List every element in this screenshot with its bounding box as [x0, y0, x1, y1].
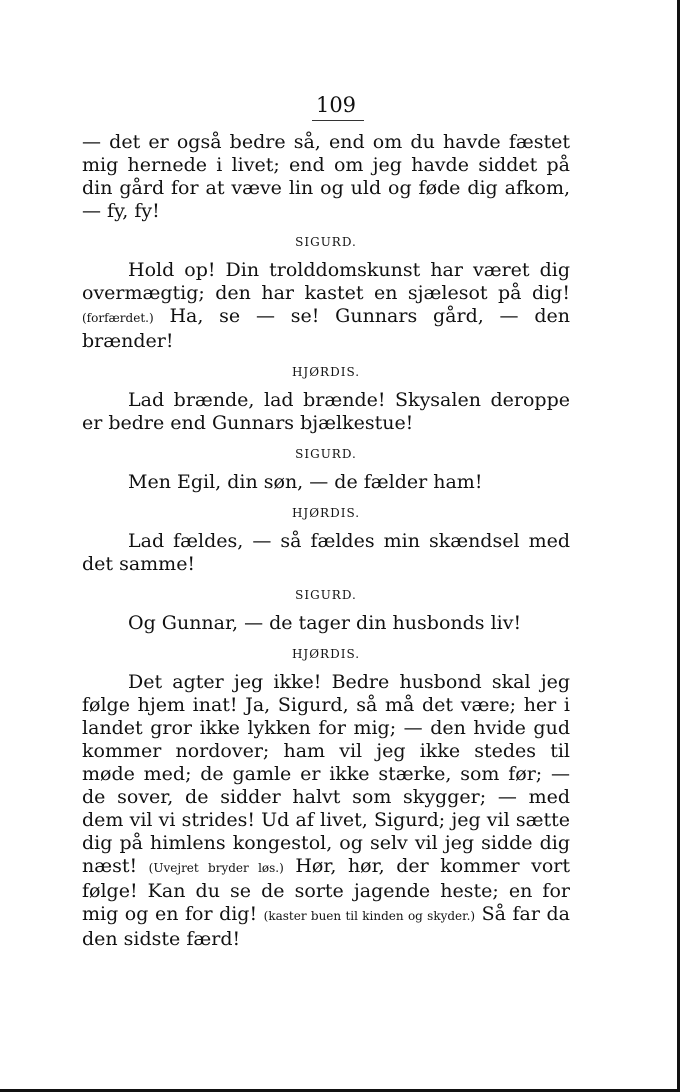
book-page: [82, 92, 570, 951]
speaker-name: HJØRDIS.: [291, 365, 361, 379]
dialogue-text: Det agter jeg ikke! Bedre husbond skal jeg følge hjem inat! Ja, Sigurd, så må det være; her i landet gror ikke lykken for mig; — den hvide gud kommer nordover; ham vil jeg ikke stedes til møde med; de gamle er ikke stærke, som før; — de sover, de sidder halvt som skygger; — med dem vil vi strides! Ud af livet, Sigurd; jeg vil sætte dig på himlens kongestol, og selv vil jeg sidde dig næst!: [82, 671, 570, 877]
dialogue-text: Hold op! Din trolddomskunst har været dig overmægtig; den har kastet en sjælesot på dig!: [82, 259, 570, 304]
dialogue-text: Men Egil, din søn, — de fælder ham!: [128, 471, 483, 493]
dialogue-paragraph: [82, 471, 570, 494]
dialogue-text: Ha, se — se! Gunnars gård, — den brænder!: [82, 305, 570, 352]
dialogue-paragraph: [82, 131, 570, 223]
dialogue-paragraph: [82, 671, 570, 951]
speaker-name: HJØRDIS.: [291, 506, 361, 520]
speaker-name: SIGURD.: [295, 235, 357, 249]
stage-direction: (kaster buen til kinden og skyder.): [263, 909, 476, 923]
page-number-rule: [312, 120, 364, 121]
page-body: [82, 131, 570, 951]
dialogue-paragraph: [82, 612, 570, 635]
dialogue-text: — det er også bedre så, end om du havde fæstet mig hernede i livet; end om jeg havde siddet på din gård for at væve lin og uld og føde dig afkom, — fy, fy!: [82, 131, 570, 222]
dialogue-paragraph: [82, 389, 570, 435]
dialogue-text: Hør, hør, der kommer vort følge! Kan du se de sorte jagende heste; en for mig og en for dig!: [82, 855, 570, 925]
speaker-name: SIGURD.: [295, 447, 357, 461]
speaker-name: HJØRDIS.: [291, 647, 361, 661]
dialogue-text: Lad brænde, lad brænde! Skysalen deroppe er bedre end Gunnars bjælkestue!: [82, 389, 570, 434]
dialogue-text: Og Gunnar, — de tager din husbonds liv!: [128, 612, 522, 634]
speaker-name: SIGURD.: [295, 588, 357, 602]
dialogue-text: Lad fældes, — så fældes min skændsel med det samme!: [82, 530, 570, 575]
page-number: 109: [315, 93, 357, 117]
stage-direction: (Uvejret bryder løs.): [148, 861, 284, 875]
dialogue-paragraph: [82, 530, 570, 576]
dialogue-text: Så far da den sidste færd!: [82, 903, 570, 950]
dialogue-paragraph: [82, 259, 570, 353]
stage-direction: (forfærdet.): [82, 311, 154, 325]
